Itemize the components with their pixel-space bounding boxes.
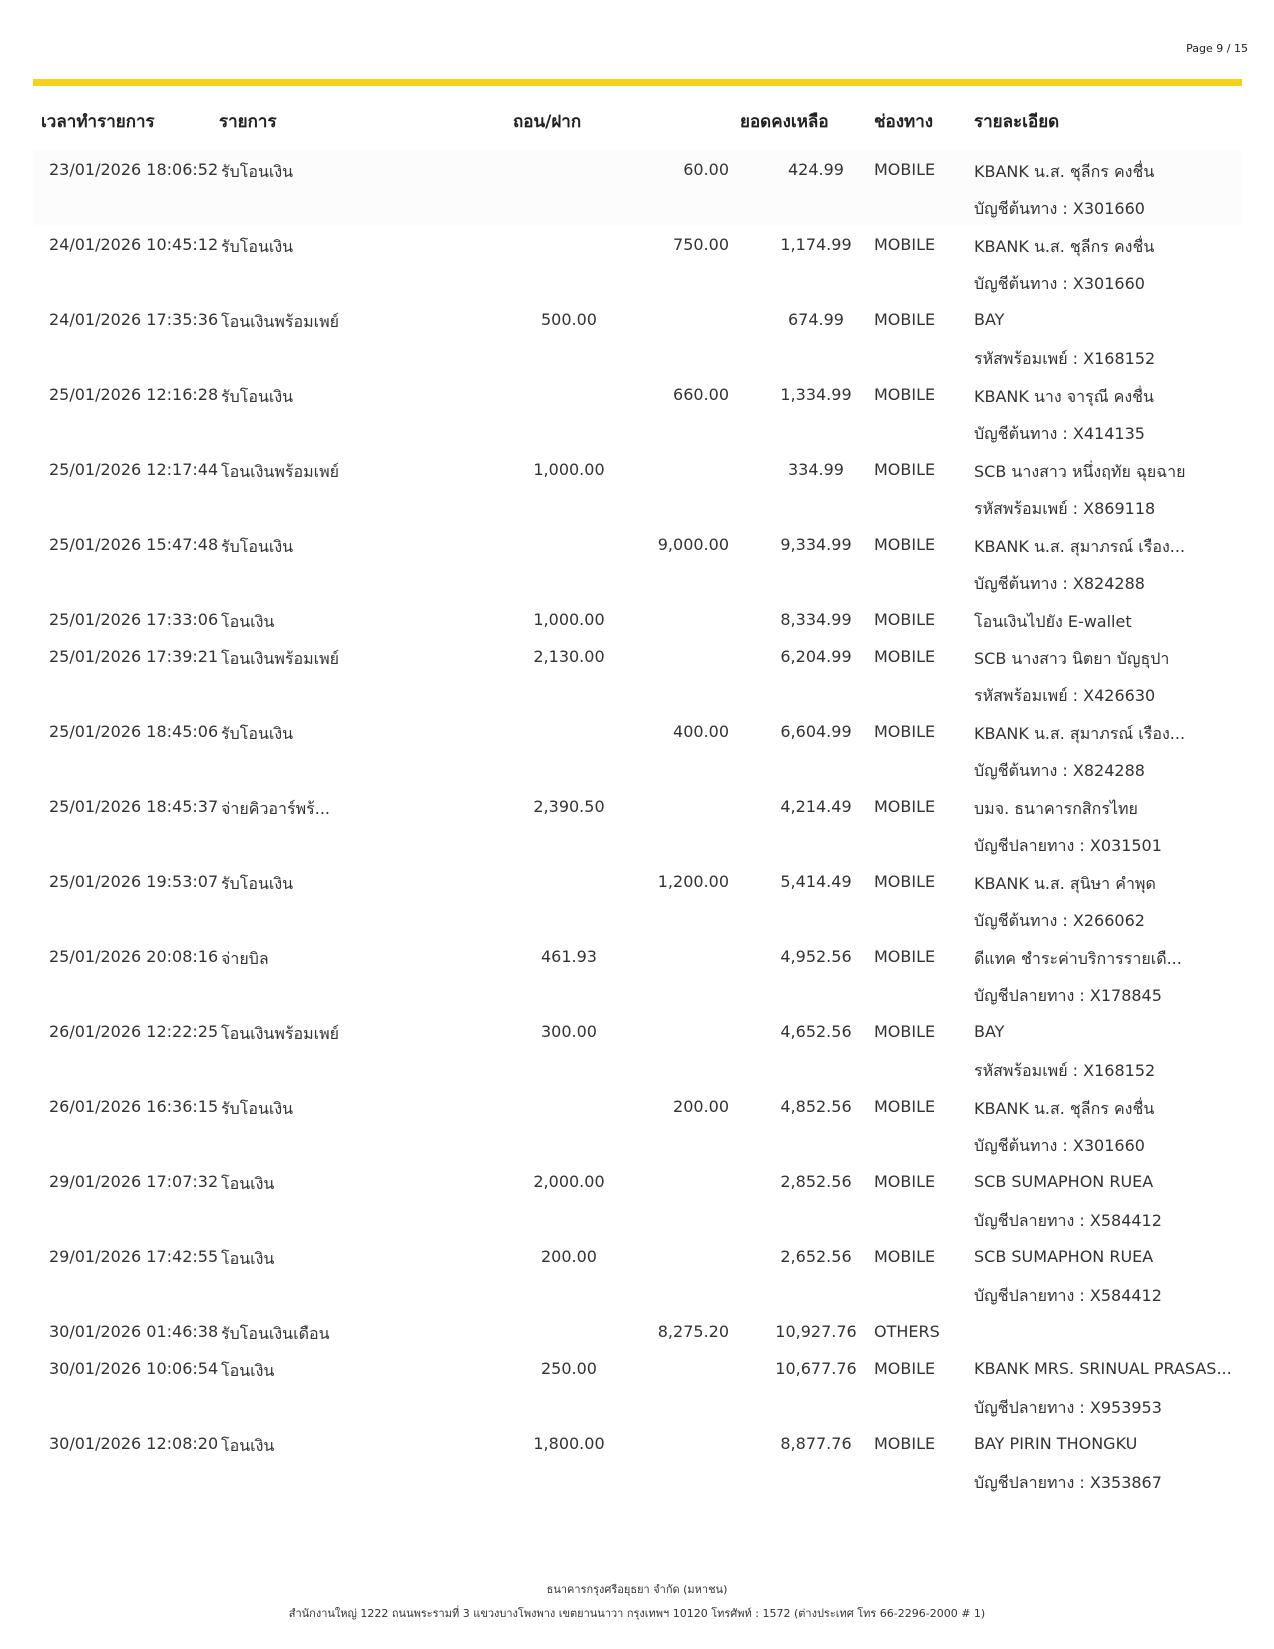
channel: MOBILE xyxy=(874,1022,936,1041)
withdraw-amount: 1,800.00 xyxy=(533,1434,605,1453)
table-row xyxy=(33,1087,1242,1162)
detail-line-2: รหัสพร้อมเพย์ : X869118 xyxy=(974,499,1156,518)
withdraw-amount: 1,000.00 xyxy=(533,460,605,479)
balance-amount: 4,952.56 xyxy=(780,947,852,966)
detail-line-2: รหัสพร้อมเพย์ : X168152 xyxy=(974,1061,1156,1080)
transaction-type: รับโอนเงิน xyxy=(221,387,294,406)
deposit-amount: 1,200.00 xyxy=(657,872,729,891)
detail-line-2: บัญชีปลายทาง : X031501 xyxy=(974,836,1162,855)
detail-line-1: KBANK น.ส. ชุลีกร คงชื่น xyxy=(974,1099,1155,1118)
channel: MOBILE xyxy=(874,610,936,629)
balance-amount: 8,877.76 xyxy=(780,1434,852,1453)
footer-address: สำนักงานใหญ่ 1222 ถนนพระรามที่ 3 แขวงบางโพงพาง เขตยานนาวา กรุงเทพฯ 10120 โทรศัพท์ : 1572 (ต่างประเทศ โทร 66-2296-2000 # 1) xyxy=(288,1607,986,1620)
table-row xyxy=(33,525,1242,600)
detail-line-1: BAY PIRIN THONGKU xyxy=(974,1434,1138,1453)
transaction-type: จ่ายคิวอาร์พร้... xyxy=(221,799,331,818)
detail-line-2: บัญชีปลายทาง : X584412 xyxy=(974,1286,1162,1305)
header-accent-bar xyxy=(33,79,1242,86)
table-row xyxy=(33,375,1242,450)
table-row xyxy=(33,1012,1242,1087)
withdraw-amount: 461.93 xyxy=(541,947,597,966)
header-channel: ช่องทาง xyxy=(874,112,934,132)
transaction-type: โอนเงินพร้อมเพย์ xyxy=(221,462,340,481)
transaction-type: โอนเงินพร้อมเพย์ xyxy=(221,649,340,668)
balance-amount: 2,652.56 xyxy=(780,1247,852,1266)
transaction-type: โอนเงินพร้อมเพย์ xyxy=(221,312,340,331)
transaction-type: รับโอนเงิน xyxy=(221,237,294,256)
balance-amount: 5,414.49 xyxy=(780,872,852,891)
transaction-type: รับโอนเงิน xyxy=(221,162,294,181)
detail-line-1: ดีแทค ชำระค่าบริการรายเดื... xyxy=(974,949,1182,968)
detail-line-1: KBANK น.ส. ชุลีกร คงชื่น xyxy=(974,162,1155,181)
header-detail: รายละเอียด xyxy=(974,112,1060,132)
table-row xyxy=(33,637,1242,712)
channel: MOBILE xyxy=(874,235,936,254)
detail-line-1: BAY xyxy=(974,310,1005,329)
deposit-amount: 400.00 xyxy=(673,722,729,741)
transaction-type: รับโอนเงิน xyxy=(221,724,294,743)
detail-line-2: บัญชีต้นทาง : X824288 xyxy=(974,761,1145,780)
transaction-time: 25/01/2026 17:39:21 xyxy=(49,647,219,666)
detail-line-1: SCB SUMAPHON RUEA xyxy=(974,1247,1154,1266)
detail-line-2: รหัสพร้อมเพย์ : X426630 xyxy=(974,686,1156,705)
balance-amount: 1,174.99 xyxy=(780,235,852,254)
table-row xyxy=(33,712,1242,787)
withdraw-amount: 1,000.00 xyxy=(533,610,605,629)
table-row xyxy=(33,862,1242,937)
transaction-time: 23/01/2026 18:06:52 xyxy=(49,160,219,179)
deposit-amount: 200.00 xyxy=(673,1097,729,1116)
channel: MOBILE xyxy=(874,1097,936,1116)
table-row xyxy=(33,1312,1242,1349)
detail-line-1: KBANK นาง จารุณี คงชื่น xyxy=(974,387,1154,406)
transaction-type: โอนเงิน xyxy=(221,1174,275,1193)
detail-line-1: KBANK น.ส. สุมาภรณ์ เรือง... xyxy=(974,724,1186,743)
transaction-time: 30/01/2026 12:08:20 xyxy=(49,1434,219,1453)
transaction-time: 24/01/2026 10:45:12 xyxy=(49,235,219,254)
withdraw-amount: 2,390.50 xyxy=(533,797,605,816)
transaction-time: 29/01/2026 17:42:55 xyxy=(49,1247,219,1266)
header-time: เวลาทำรายการ xyxy=(41,112,155,132)
detail-line-2: บัญชีปลายทาง : X953953 xyxy=(974,1398,1162,1417)
transaction-time: 26/01/2026 12:22:25 xyxy=(49,1022,219,1041)
transaction-type: โอนเงิน xyxy=(221,1361,275,1380)
table-row xyxy=(33,225,1242,300)
detail-line-2: บัญชีปลายทาง : X353867 xyxy=(974,1473,1162,1492)
transaction-type: โอนเงิน xyxy=(221,612,275,631)
channel: OTHERS xyxy=(874,1322,940,1341)
table-row xyxy=(33,787,1242,862)
deposit-amount: 660.00 xyxy=(673,385,729,404)
transaction-time: 30/01/2026 01:46:38 xyxy=(49,1322,219,1341)
balance-amount: 4,852.56 xyxy=(780,1097,852,1116)
table-row xyxy=(33,1424,1242,1499)
transaction-type: โอนเงินพร้อมเพย์ xyxy=(221,1024,340,1043)
balance-amount: 6,204.99 xyxy=(780,647,852,666)
transaction-type: รับโอนเงิน xyxy=(221,1099,294,1118)
footer-bank-name: ธนาคารกรุงศรีอยุธยา จำกัด (มหาชน) xyxy=(546,1583,728,1596)
deposit-amount: 9,000.00 xyxy=(657,535,729,554)
withdraw-amount: 2,000.00 xyxy=(533,1172,605,1191)
detail-line-2: บัญชีต้นทาง : X301660 xyxy=(974,199,1145,218)
withdraw-amount: 300.00 xyxy=(541,1022,597,1041)
channel: MOBILE xyxy=(874,872,936,891)
detail-line-1: KBANK น.ส. ชุลีกร คงชื่น xyxy=(974,237,1155,256)
deposit-amount: 750.00 xyxy=(673,235,729,254)
transaction-time: 25/01/2026 18:45:06 xyxy=(49,722,219,741)
channel: MOBILE xyxy=(874,310,936,329)
withdraw-amount: 250.00 xyxy=(541,1359,597,1378)
transaction-type: รับโอนเงินเดือน xyxy=(221,1324,330,1343)
detail-line-2: บัญชีต้นทาง : X414135 xyxy=(974,424,1145,443)
withdraw-amount: 2,130.00 xyxy=(533,647,605,666)
deposit-amount: 60.00 xyxy=(683,160,729,179)
detail-line-2: บัญชีต้นทาง : X266062 xyxy=(974,911,1145,930)
transaction-time: 25/01/2026 12:16:28 xyxy=(49,385,219,404)
header-amount: ถอน/ฝาก xyxy=(513,112,582,132)
transaction-table-body xyxy=(33,150,1242,1499)
balance-amount: 10,677.76 xyxy=(775,1359,857,1378)
balance-amount: 6,604.99 xyxy=(780,722,852,741)
channel: MOBILE xyxy=(874,1434,936,1453)
detail-line-1: SCB SUMAPHON RUEA xyxy=(974,1172,1154,1191)
detail-line-2: บัญชีต้นทาง : X824288 xyxy=(974,574,1145,593)
detail-line-2: บัญชีต้นทาง : X301660 xyxy=(974,1136,1145,1155)
header-balance: ยอดคงเหลือ xyxy=(740,112,829,132)
table-row xyxy=(33,937,1242,1012)
transaction-type: โอนเงิน xyxy=(221,1436,275,1455)
balance-amount: 334.99 xyxy=(788,460,844,479)
transaction-type: รับโอนเงิน xyxy=(221,537,294,556)
detail-line-1: SCB นางสาว หนึ่งฤทัย ฉุยฉาย xyxy=(974,462,1186,481)
channel: MOBILE xyxy=(874,385,936,404)
detail-line-1: KBANK น.ส. สุมาภรณ์ เรือง... xyxy=(974,537,1186,556)
transaction-time: 25/01/2026 18:45:37 xyxy=(49,797,219,816)
balance-amount: 674.99 xyxy=(788,310,844,329)
balance-amount: 4,214.49 xyxy=(780,797,852,816)
table-row xyxy=(33,1237,1242,1312)
detail-line-2: บัญชีปลายทาง : X584412 xyxy=(974,1211,1162,1230)
transaction-time: 25/01/2026 19:53:07 xyxy=(49,872,219,891)
channel: MOBILE xyxy=(874,947,936,966)
transaction-time: 24/01/2026 17:35:36 xyxy=(49,310,219,329)
table-row xyxy=(33,300,1242,375)
channel: MOBILE xyxy=(874,797,936,816)
table-row xyxy=(33,1162,1242,1237)
channel: MOBILE xyxy=(874,647,936,666)
transaction-type: รับโอนเงิน xyxy=(221,874,294,893)
channel: MOBILE xyxy=(874,535,936,554)
detail-line-2: บัญชีต้นทาง : X301660 xyxy=(974,274,1145,293)
channel: MOBILE xyxy=(874,160,936,179)
detail-line-1: KBANK MRS. SRINUAL PRASAS... xyxy=(974,1359,1232,1378)
channel: MOBILE xyxy=(874,1247,936,1266)
detail-line-2: รหัสพร้อมเพย์ : X168152 xyxy=(974,349,1156,368)
withdraw-amount: 500.00 xyxy=(541,310,597,329)
header-description: รายการ xyxy=(219,112,277,132)
withdraw-amount: 200.00 xyxy=(541,1247,597,1266)
detail-line-1: BAY xyxy=(974,1022,1005,1041)
table-header xyxy=(33,98,1242,142)
table-row xyxy=(33,600,1242,637)
detail-line-1: โอนเงินไปยัง E-wallet xyxy=(974,612,1132,631)
balance-amount: 1,334.99 xyxy=(780,385,852,404)
channel: MOBILE xyxy=(874,722,936,741)
table-row xyxy=(33,1349,1242,1424)
balance-amount: 424.99 xyxy=(788,160,844,179)
channel: MOBILE xyxy=(874,460,936,479)
balance-amount: 2,852.56 xyxy=(780,1172,852,1191)
transaction-time: 26/01/2026 16:36:15 xyxy=(49,1097,219,1116)
detail-line-2: บัญชีปลายทาง : X178845 xyxy=(974,986,1162,1005)
page-number: Page 9 / 15 xyxy=(1186,42,1248,55)
transaction-type: จ่ายบิล xyxy=(221,949,269,968)
deposit-amount: 8,275.20 xyxy=(657,1322,729,1341)
transaction-time: 29/01/2026 17:07:32 xyxy=(49,1172,219,1191)
transaction-time: 25/01/2026 12:17:44 xyxy=(49,460,219,479)
transaction-time: 25/01/2026 17:33:06 xyxy=(49,610,219,629)
channel: MOBILE xyxy=(874,1359,936,1378)
detail-line-1: SCB นางสาว นิตยา บัญธุปา xyxy=(974,649,1170,668)
transaction-type: โอนเงิน xyxy=(221,1249,275,1268)
balance-amount: 8,334.99 xyxy=(780,610,852,629)
transaction-time: 25/01/2026 15:47:48 xyxy=(49,535,219,554)
balance-amount: 9,334.99 xyxy=(780,535,852,554)
table-row xyxy=(33,450,1242,525)
transaction-time: 30/01/2026 10:06:54 xyxy=(49,1359,219,1378)
balance-amount: 4,652.56 xyxy=(780,1022,852,1041)
table-row xyxy=(33,150,1242,225)
balance-amount: 10,927.76 xyxy=(775,1322,857,1341)
transaction-time: 25/01/2026 20:08:16 xyxy=(49,947,219,966)
detail-line-1: บมจ. ธนาคารกสิกรไทย xyxy=(974,799,1138,818)
channel: MOBILE xyxy=(874,1172,936,1191)
detail-line-1: KBANK น.ส. สุนิษา คำพุด xyxy=(974,874,1156,893)
